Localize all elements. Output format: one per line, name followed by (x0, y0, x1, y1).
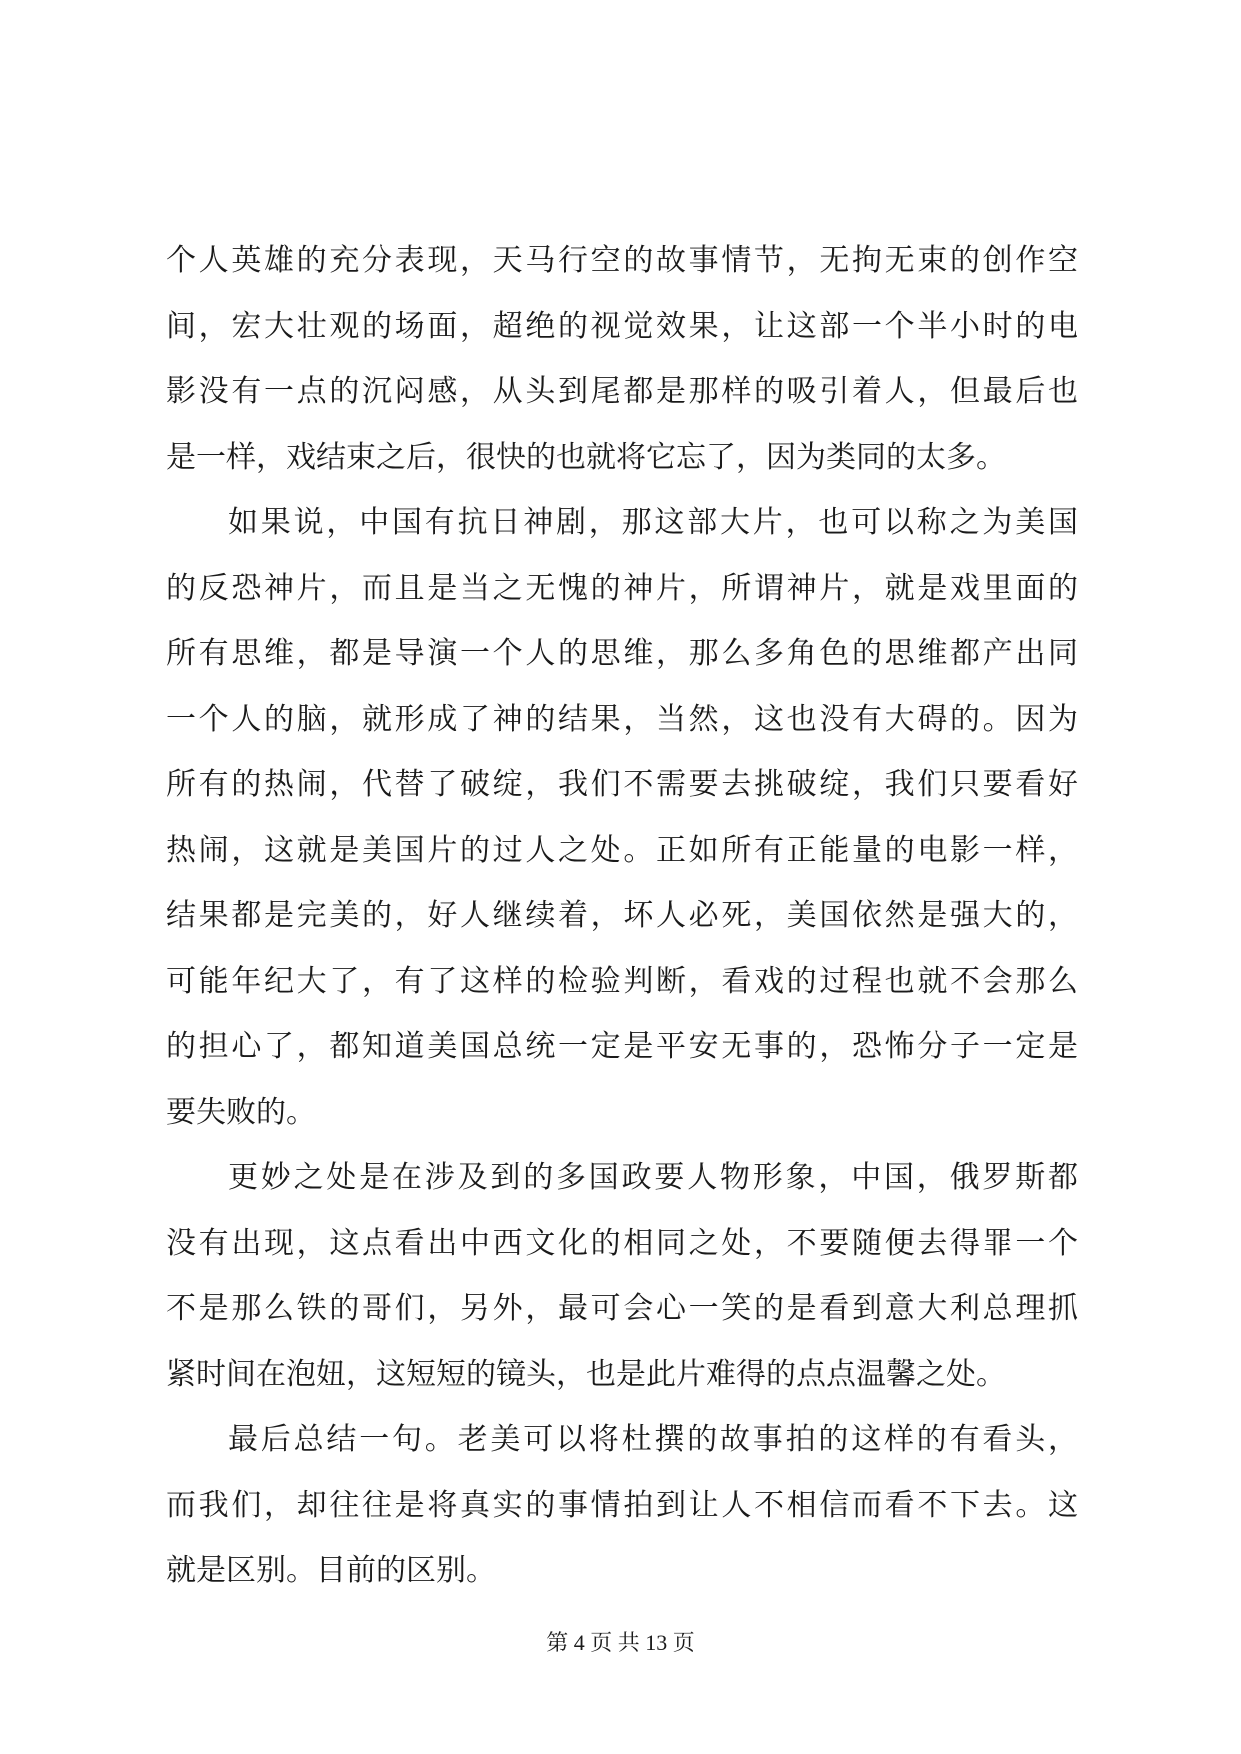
text-line: 最后总结一句。老美可以将杜撰的故事拍的这样的有看头， (228, 1422, 1078, 1457)
text-line: 更妙之处是在涉及到的多国政要人物形象，中国，俄罗斯都 (228, 1160, 1078, 1195)
paragraph (166, 1145, 1078, 1407)
text-line: 所有思维，都是导演一个人的思维，那么多角色的思维都产出同 (166, 636, 1078, 671)
page-footer: 第 4 页 共 13 页 (546, 1630, 695, 1655)
text-line: 所有的热闹，代替了破绽，我们不需要去挑破绽，我们只要看好 (166, 767, 1078, 802)
text-line: 热闹，这就是美国片的过人之处。正如所有正能量的电影一样， (166, 832, 1078, 868)
text-line: 就是区别。目前的区别。 (166, 1553, 496, 1588)
text-line: 没有出现，这点看出中西文化的相同之处，不要随便去得罪一个 (166, 1225, 1078, 1261)
text-line: 紧时间在泡妞，这短短的镜头，也是此片难得的点点温馨之处。 (166, 1356, 1006, 1392)
document-body (166, 228, 1078, 1604)
text-line: 是一样，戏结束之后，很快的也就将它忘了，因为类同的太多。 (166, 439, 1006, 475)
text-line: 个人英雄的充分表现，天马行空的故事情节，无拘无束的创作空 (166, 243, 1078, 278)
text-line: 可能年纪大了，有了这样的检验判断，看戏的过程也就不会那么 (166, 963, 1078, 999)
text-line: 的担心了，都知道美国总统一定是平安无事的，恐怖分子一定是 (166, 1029, 1078, 1064)
paragraph (166, 490, 1078, 1145)
text-line: 要失败的。 (166, 1094, 316, 1130)
text-line: 不是那么铁的哥们，另外，最可会心一笑的是看到意大利总理抓 (166, 1291, 1078, 1326)
text-line: 如果说，中国有抗日神剧，那这部大片，也可以称之为美国 (228, 505, 1078, 540)
text-line: 的反恐神片，而且是当之无愧的神片，所谓神片，就是戏里面的 (166, 570, 1078, 606)
paragraph (166, 1407, 1078, 1604)
text-line: 一个人的脑，就形成了神的结果，当然，这也没有大碍的。因为 (166, 701, 1078, 737)
text-line: 而我们，却往往是将真实的事情拍到让人不相信而看不下去。这 (166, 1487, 1078, 1523)
paragraph (166, 228, 1078, 490)
text-line: 间，宏大壮观的场面，超绝的视觉效果，让这部一个半小时的电 (166, 308, 1078, 344)
text-line: 结果都是完美的，好人继续着，坏人必死，美国依然是强大的， (166, 898, 1078, 933)
text-line: 影没有一点的沉闷感，从头到尾都是那样的吸引着人，但最后也 (166, 374, 1078, 409)
